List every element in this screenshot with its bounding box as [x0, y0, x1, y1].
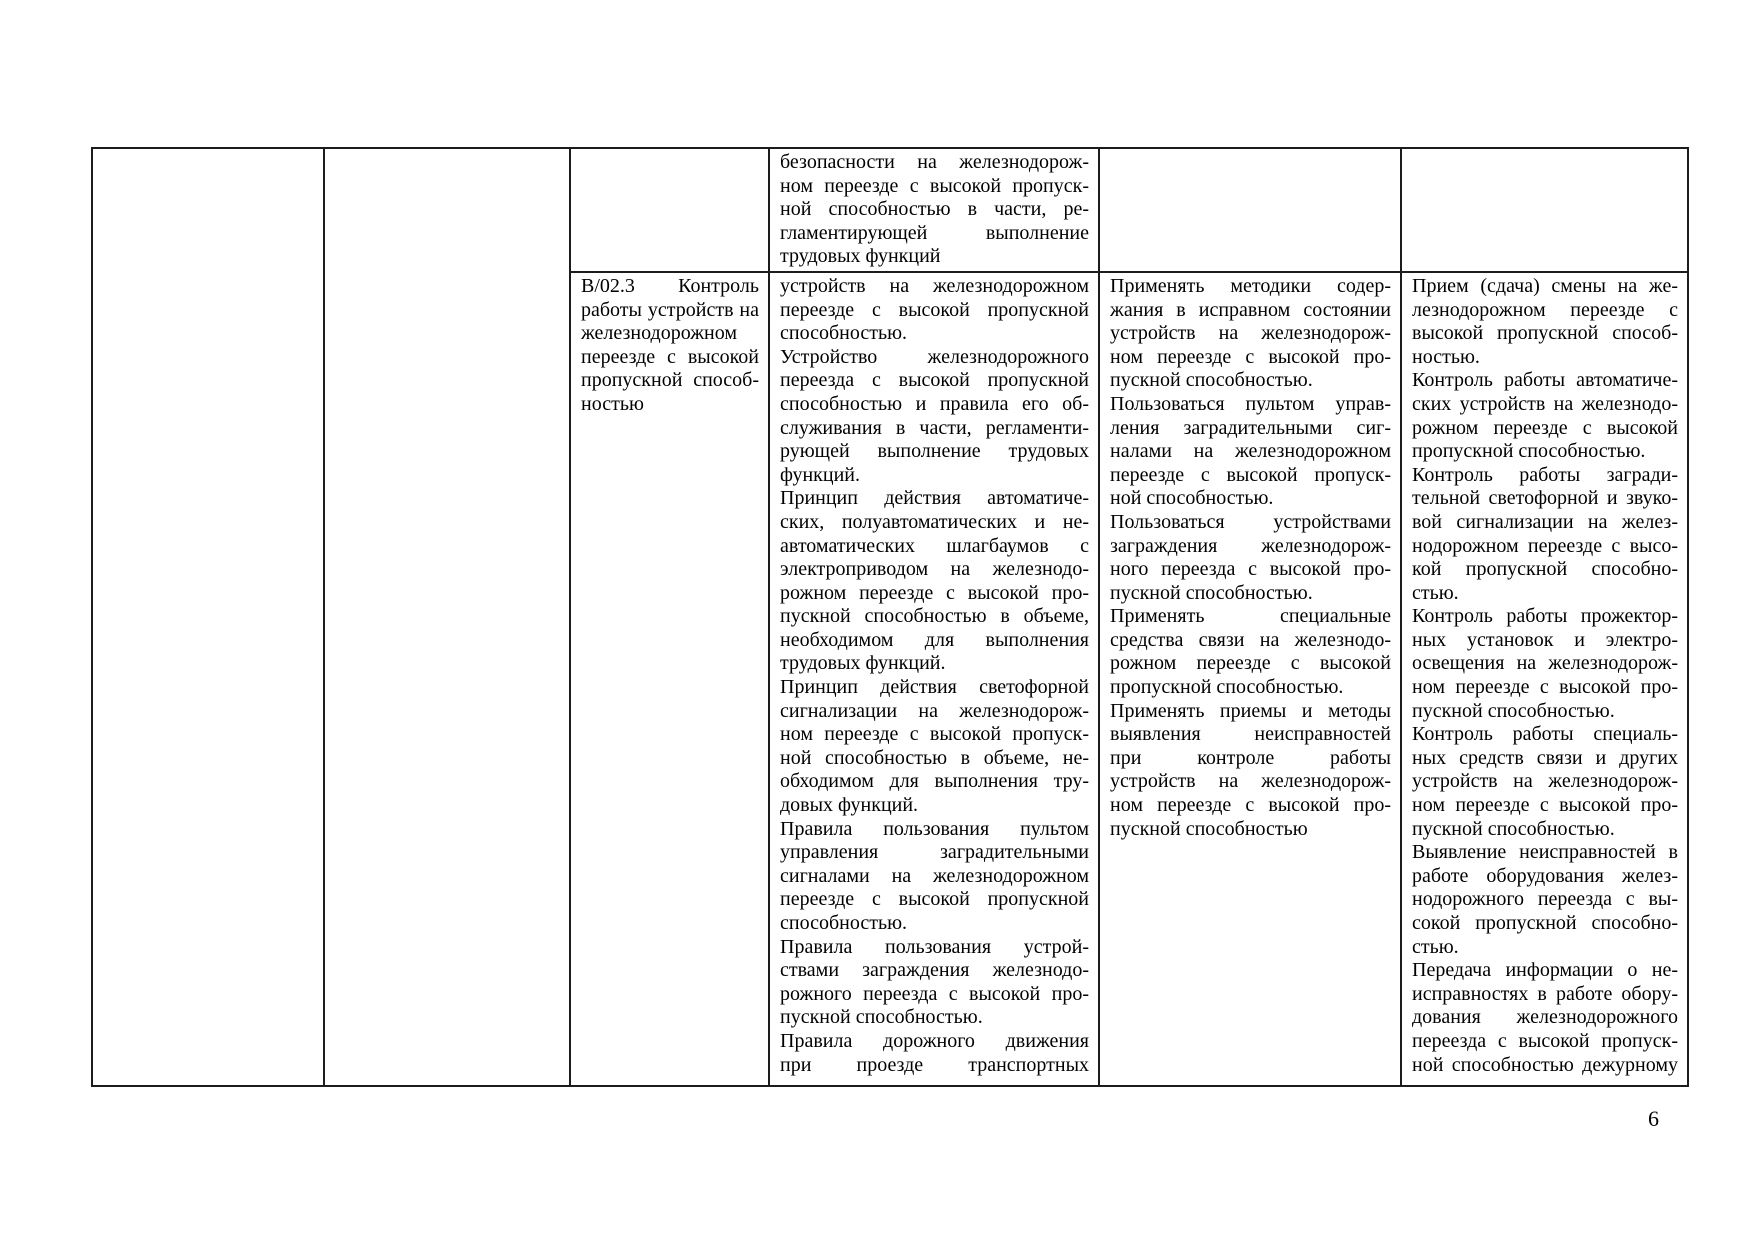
paragraph: Применять методики содер- жания в исправном состоянии устройств на железнодорож- ном переезде с высокой про- пускной способностью.	[1110, 274, 1391, 392]
paragraph: Правила пользования пультом управления заградительными сигналами на железнодорожном переезде с высокой пропускной способностью.	[780, 817, 1089, 934]
paragraph: В/02.3 Контроль работы устройств на железнодорожном переезде с высокой пропускной способ- ностью	[581, 274, 759, 415]
skills-empty-cell	[1099, 148, 1401, 272]
labor-function-empty-cell	[570, 148, 769, 272]
knowledge-continuation-cell	[769, 148, 1099, 272]
skills-cell	[1099, 272, 1401, 1086]
paragraph: безопасности на железнодорож- ном переезде с высокой пропуск- ной способностью в части, ре- гламентирующей выполнение трудовых функций	[780, 151, 1089, 268]
labor-function-cell	[570, 272, 769, 1086]
paragraph: Контроль работы загради- тельной светофорной и звуко- вой сигнализации на желез- нодорожном переезде с высо- кой пропускной способно- стью.	[1412, 463, 1678, 604]
paragraph: Прием (сдача) смены на же- лезнодорожном переезде с высокой пропускной способ- ностью.	[1412, 274, 1678, 368]
paragraph: Контроль работы прожектор- ных установок и электро- освещения на железнодорож- ном переезде с высокой про- пускной способностью.	[1412, 605, 1678, 722]
function-group-empty-cell	[324, 148, 570, 1086]
paragraph: Применять специальные средства связи на железнодо- рожном переезде с высокой пропускной способностью.	[1110, 605, 1391, 699]
labor-actions-empty-cell	[1401, 148, 1688, 272]
table-row-carryover	[92, 148, 1688, 272]
paragraph: Принцип действия светофорной сигнализации на железнодорож- ном переезде с высокой пропуск- ной способностью в объеме, не- обходимом для выполнения тру- довых функций.	[780, 676, 1089, 817]
paragraph: Устройство железнодорожного переезда с высокой пропускной способностью и правила его об- служивания в части, регламенти- рующей выполнение трудовых функций.	[780, 345, 1089, 486]
paragraph: Применять приемы и методы выявления неисправностей при контроле работы устройств на железнодорож- ном переезде с высокой про- пускной способностью	[1110, 699, 1391, 840]
paragraph: Правила дорожного движения при проезде транспортных	[780, 1029, 1089, 1076]
paragraph: Контроль работы специаль- ных средств связи и других устройств на железнодорож- ном переезде с высокой про- пускной способностью.	[1412, 723, 1678, 840]
paragraph: Пользоваться пультом управ- ления заградительными сиг- налами на железнодорожном переезде с высокой пропуск- ной способностью.	[1110, 392, 1391, 510]
professional-standard-table	[91, 147, 1689, 1087]
paragraph: устройств на железнодорожном переезде с высокой пропускной способностью.	[780, 274, 1089, 345]
paragraph: Правила пользования устрой- ствами заграждения железнодо- рожного переезда с высокой про- пускной способностью.	[780, 935, 1089, 1029]
paragraph: Выявление неисправностей в работе оборудования желез- нодорожного переезда с вы- сокой пропускной способно- стью.	[1412, 841, 1678, 958]
labor-actions-cell	[1401, 272, 1688, 1086]
paragraph: Передача информации о не- исправностях в работе обору- дования железнодорожного переезда с высокой пропуск- ной способностью дежурному	[1412, 959, 1678, 1076]
paragraph: Принцип действия автоматиче- ских, полуавтоматических и не- автоматических шлагбаумов с электроприводом на железнодо- рожном переезде с высокой про- пускной способностью в объеме, необходимом для выполнения трудовых функций.	[780, 487, 1089, 675]
knowledge-cell	[769, 272, 1099, 1086]
paragraph: Пользоваться устройствами заграждения железнодорож- ного переезда с высокой про- пускной способностью.	[1110, 510, 1391, 604]
page-number: 6	[1648, 1106, 1659, 1131]
paragraph: Контроль работы автоматиче- ских устройств на железнодо- рожном переезде с высокой пропускной способностью.	[1412, 369, 1678, 463]
generalized-function-empty-cell	[92, 148, 324, 1086]
